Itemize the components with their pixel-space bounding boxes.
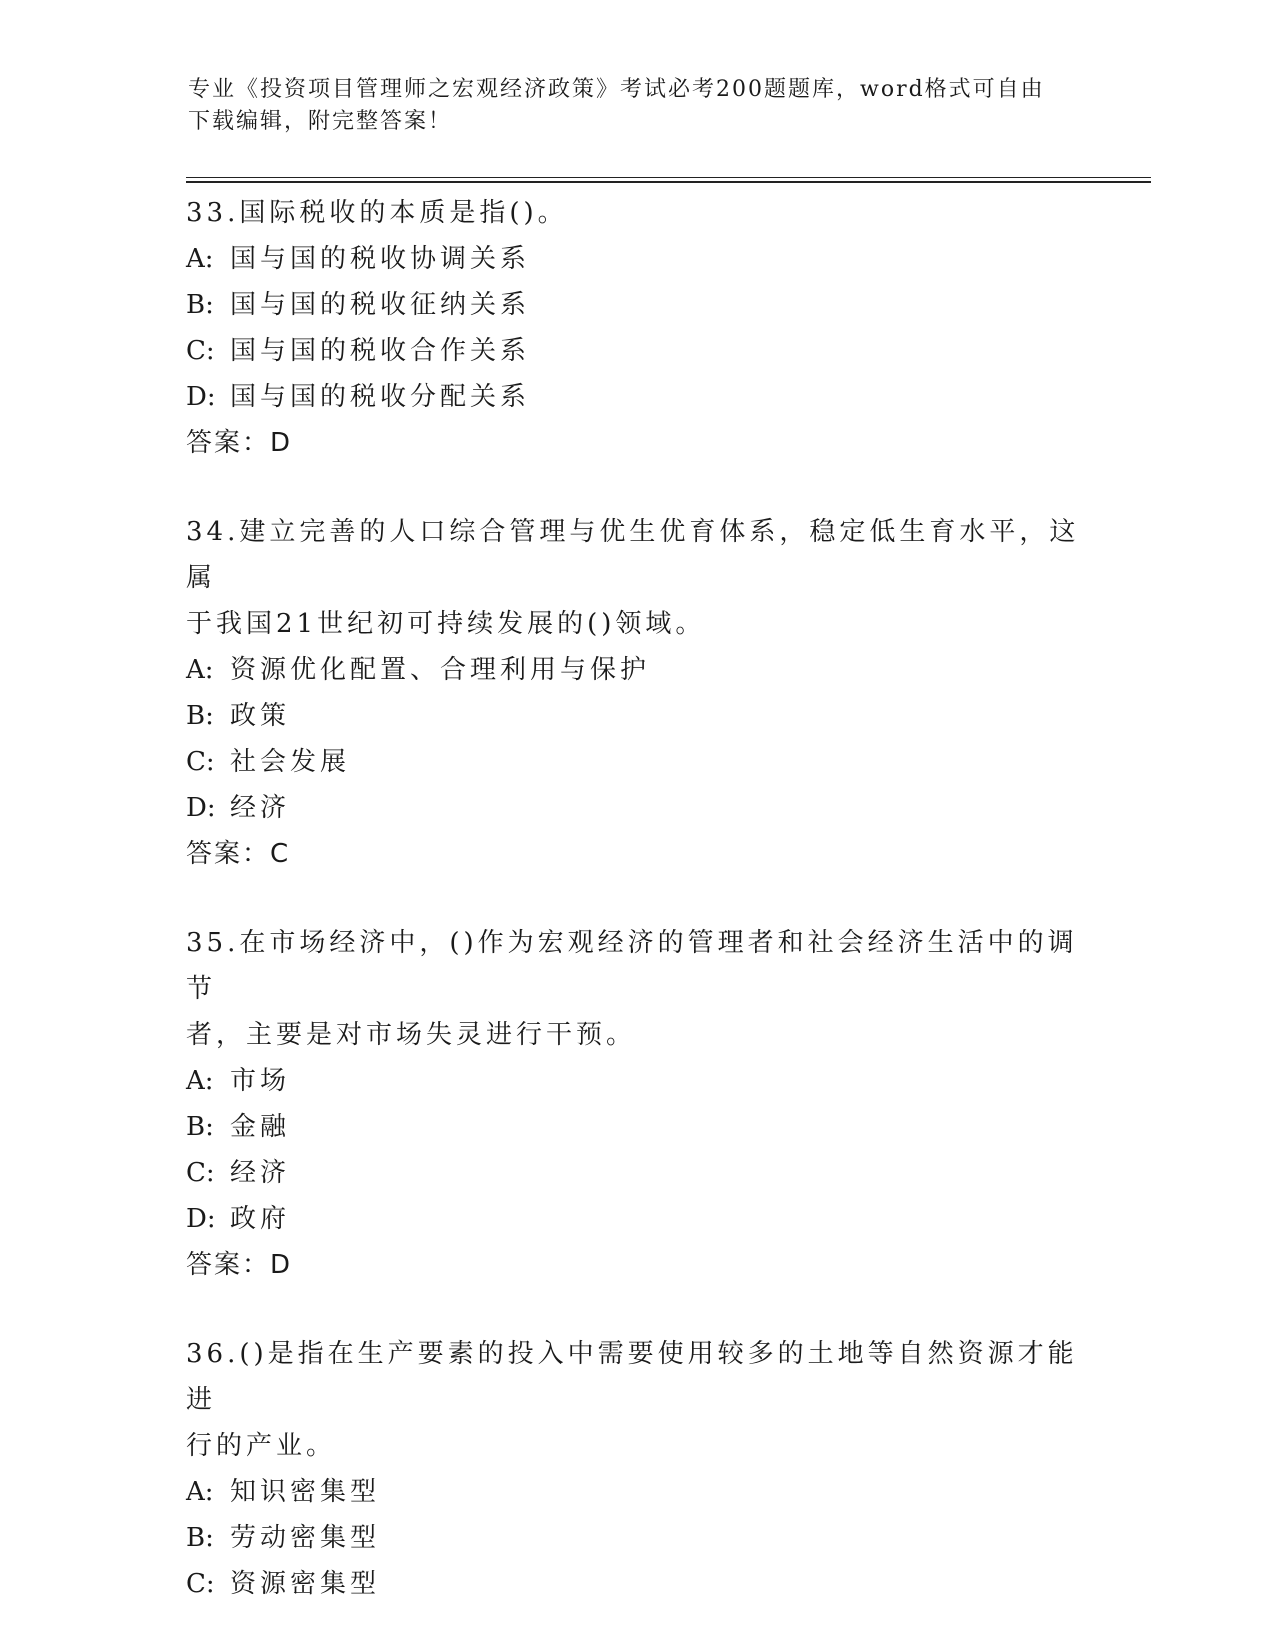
answer-option bbox=[186, 328, 1086, 374]
option-text: 资源优化配置、合理利用与保护 bbox=[230, 655, 651, 685]
question-stem-line: 者，主要是对市场失灵进行干预。 bbox=[186, 1020, 637, 1050]
answer-option bbox=[186, 282, 1086, 328]
answer-option bbox=[186, 1469, 1086, 1515]
answer-key: 答案：D bbox=[186, 1250, 293, 1280]
header-rule-thin bbox=[186, 177, 1151, 178]
question-stem-line: 36.()是指在生产要素的投入中需要使用较多的土地等自然资源才能进 bbox=[186, 1339, 1078, 1415]
header-line-2: 下载编辑，附完整答案！ bbox=[188, 109, 453, 134]
document-header bbox=[188, 74, 1088, 138]
answer-option bbox=[186, 374, 1086, 420]
option-text: 经济 bbox=[230, 1158, 291, 1188]
option-text: 金融 bbox=[230, 1112, 291, 1142]
question-stem-line: 34.建立完善的人口综合管理与优生优育体系，稳定低生育水平，这属 bbox=[186, 517, 1080, 593]
option-letter: C: bbox=[186, 336, 215, 366]
answer-option bbox=[186, 1104, 1086, 1150]
option-letter: D: bbox=[186, 793, 216, 823]
option-text: 国与国的税收合作关系 bbox=[230, 336, 531, 366]
option-text: 国与国的税收征纳关系 bbox=[230, 290, 531, 320]
answer-option bbox=[186, 1058, 1086, 1104]
answer-option bbox=[186, 647, 1086, 693]
option-letter: B: bbox=[186, 1112, 214, 1142]
option-letter: B: bbox=[186, 1523, 214, 1553]
header-rule-thick bbox=[186, 181, 1151, 183]
option-text: 知识密集型 bbox=[230, 1477, 381, 1507]
answer-option bbox=[186, 785, 1086, 831]
question-stem-line: 于我国21世纪初可持续发展的()领域。 bbox=[186, 609, 706, 639]
answer-option bbox=[186, 1196, 1086, 1242]
answer-option bbox=[186, 236, 1086, 282]
option-text: 劳动密集型 bbox=[230, 1523, 381, 1553]
answer-option bbox=[186, 693, 1086, 739]
option-text: 国与国的税收协调关系 bbox=[230, 244, 531, 274]
option-letter: C: bbox=[186, 1569, 215, 1599]
answer-option bbox=[186, 1150, 1086, 1196]
option-letter: B: bbox=[186, 290, 214, 320]
option-letter: C: bbox=[186, 1158, 215, 1188]
option-text: 社会发展 bbox=[230, 747, 351, 777]
answer-option bbox=[186, 1515, 1086, 1561]
option-letter: D: bbox=[186, 1204, 216, 1234]
question-stem-line: 行的产业。 bbox=[186, 1431, 337, 1461]
option-text: 政策 bbox=[230, 701, 291, 731]
option-letter: D: bbox=[186, 382, 216, 412]
answer-key: 答案：C bbox=[186, 839, 291, 869]
option-letter: A: bbox=[186, 244, 214, 274]
answer-option bbox=[186, 739, 1086, 785]
answer-key: 答案：D bbox=[186, 428, 293, 458]
option-letter: A: bbox=[186, 655, 214, 685]
question-stem-line: 35.在市场经济中，()作为宏观经济的管理者和社会经济生活中的调节 bbox=[186, 928, 1078, 1004]
question-block bbox=[186, 190, 1086, 466]
option-letter: C: bbox=[186, 747, 215, 777]
answer-option bbox=[186, 1561, 1086, 1607]
question-block bbox=[186, 509, 1086, 877]
option-text: 政府 bbox=[230, 1204, 291, 1234]
option-text: 市场 bbox=[230, 1066, 291, 1096]
option-letter: B: bbox=[186, 701, 214, 731]
question-block bbox=[186, 1331, 1086, 1607]
question-list bbox=[186, 190, 1086, 1650]
option-letter: A: bbox=[186, 1066, 214, 1096]
question-stem-line: 33.国际税收的本质是指()。 bbox=[186, 198, 568, 228]
option-text: 经济 bbox=[230, 793, 291, 823]
question-block bbox=[186, 920, 1086, 1288]
option-text: 国与国的税收分配关系 bbox=[230, 382, 531, 412]
option-text: 资源密集型 bbox=[230, 1569, 381, 1599]
header-line-1: 专业《投资项目管理师之宏观经济政策》考试必考200题题库，word格式可自由 bbox=[188, 77, 1045, 102]
option-letter: A: bbox=[186, 1477, 214, 1507]
